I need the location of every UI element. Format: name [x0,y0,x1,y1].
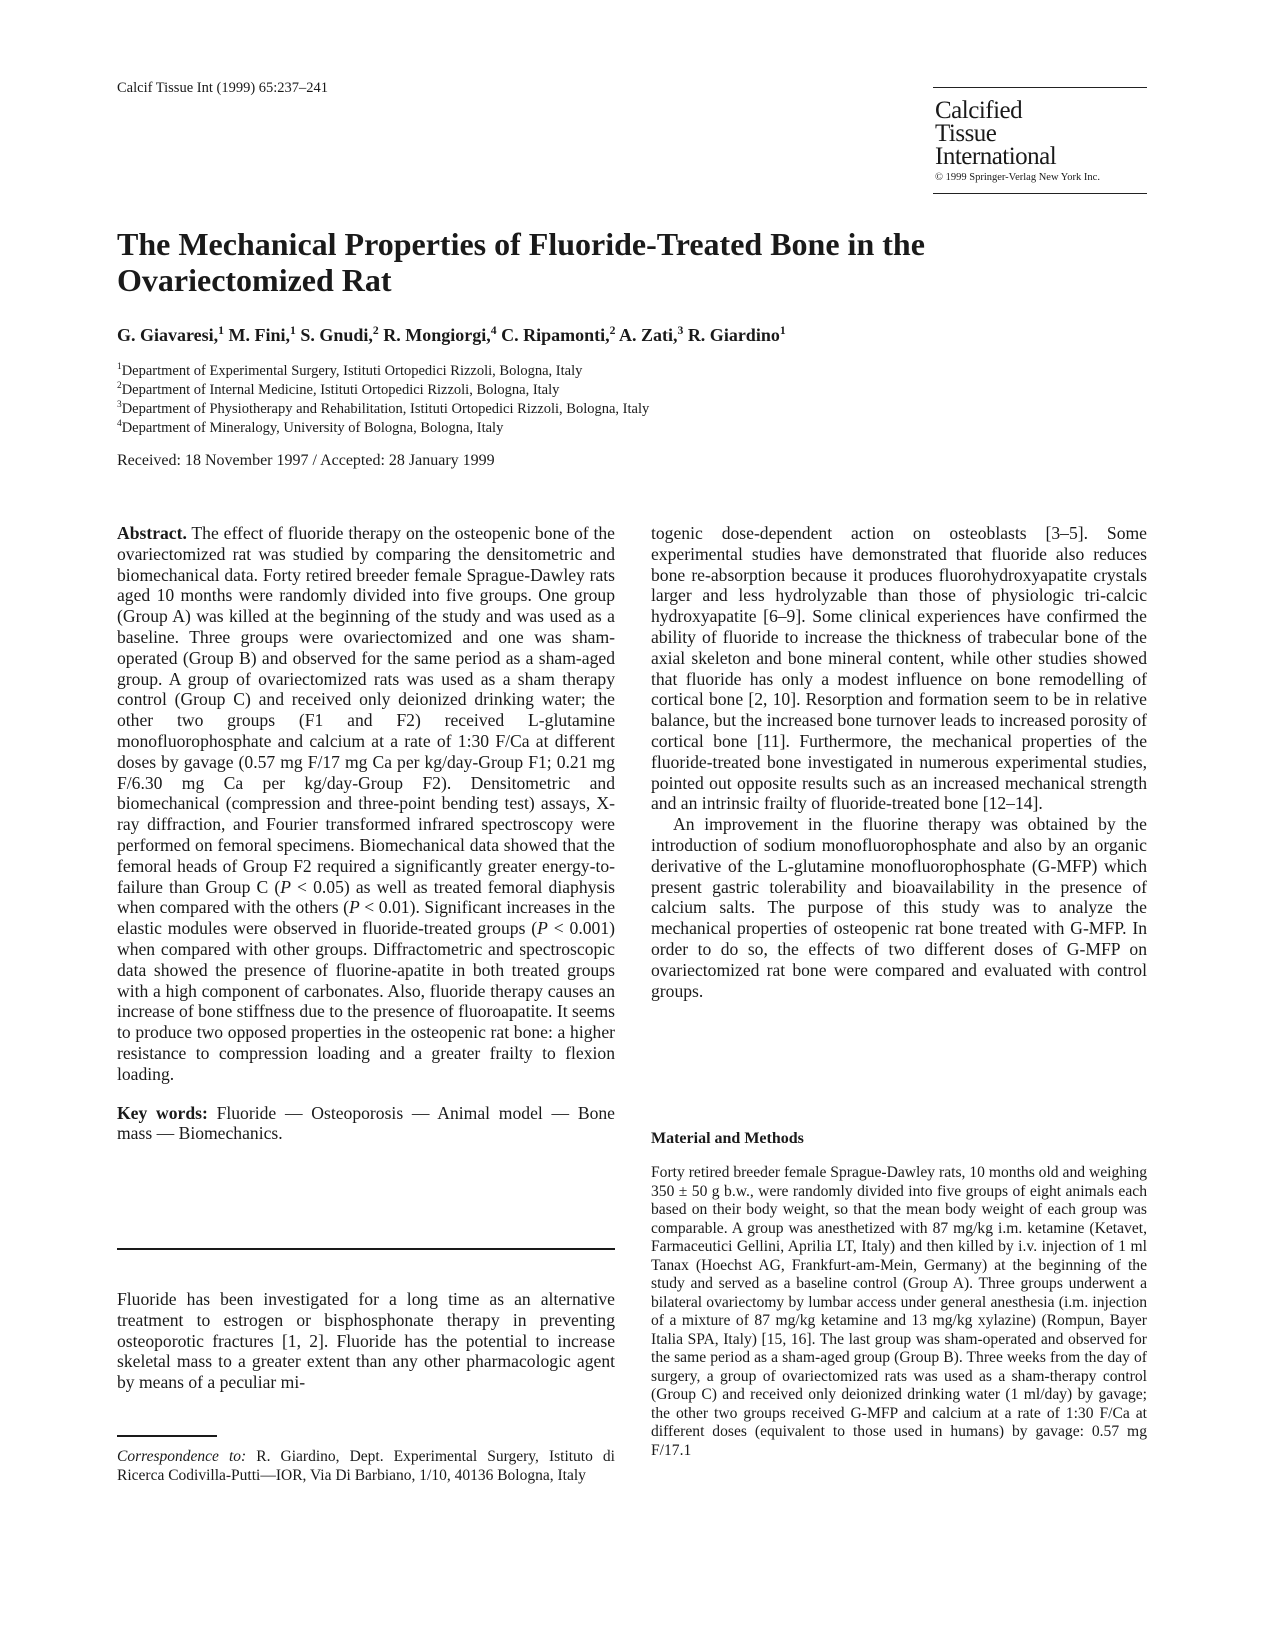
affiliation-text: Department of Physiotherapy and Rehabilitation, Istituti Ortopedici Rizzoli, Bologna, Italy [121,401,650,417]
received-dates: Received: 18 November 1997 / Accepted: 28 January 1999 [117,452,495,469]
abstract-text: The effect of fluoride therapy on the osteopenic bone of the ovariectomized rat was studied by comparing the densitometric and biomechanical data. Forty retired breeder female Sprague-Dawley rats aged 10 months were randomly divided into five groups. One group (Group A) was killed at the beginning of the study and was used as a baseline. Three groups were ovariectomized and one was sham-operated (Group B) and observed for the same period as a sham-aged group. A group of ovariectomized rats was used as a sham therapy control (Group C) and received only deionized drinking water; the other two groups (F1 and F2) received L-glutamine monofluorophosphate and calcium at a rate of 1:30 F/Ca at different doses by gavage (0.57 mg F/17 mg Ca per kg/day-Group F1; 0.21 mg F/6.30 mg Ca per kg/day-Group F2). Densitometric and biomechanical (compression and three-point bending test) assays, X-ray diffraction, and Fourier transformed infrared spectroscopy were performed on femoral specimens. Biomechanical data showed that the femoral heads of Group F2 required a significantly greater energy-to-failure than Group C ( [117,523,615,897]
author-affiliation-mark: 2 [372,324,379,337]
affiliation-text: Department of Internal Medicine, Istituti Ortopedici Rizzoli, Bologna, Italy [121,382,560,398]
body-paragraph: An improvement in the fluorine therapy was obtained by the introduction of sodium monofluorophosphate and also by an organic derivative of the L-glutamine monofluorophosphate (G-MFP) which present gastric tolerability and bioavailability in the presence of calcium salts. The purpose of this study was to analyze the mechanical properties of osteopenic rat bone treated with G-MFP. In order to do so, the effects of two different doses of G-MFP on ovariectomized rat bone were compared and evaluated with control groups. [651,814,1147,1001]
abstract [117,523,615,1085]
author: G. Giavaresi, [117,325,219,345]
affiliation-number: 1 [117,362,122,373]
affiliation-number: 3 [117,400,122,411]
section-heading: Material and Methods [651,1130,804,1147]
author-affiliation-mark: 1 [779,324,786,337]
affiliation-number: 2 [117,381,122,392]
journal-logo [933,87,1147,194]
abstract-label: Abstract. [117,523,187,543]
author-affiliation-mark: 1 [218,324,225,337]
p-value-symbol: P [280,876,291,897]
keywords-text: Fluoride — Osteoporosis — Animal model — Bone mass — Biomechanics. [117,1102,615,1144]
author-list [117,325,1117,346]
affiliations [117,362,1017,438]
p-value-symbol: P [348,897,360,918]
correspondence-label: Correspondence to: [117,1448,247,1465]
author-affiliation-mark: 3 [677,324,684,337]
author: C. Ripamonti, [501,325,610,345]
abstract-text: < 0.01). Significant increases in the elastic modules were observed in fluoride-treated groups ( [117,897,616,939]
affiliation [117,419,1017,438]
affiliation [117,362,1017,381]
author: R. Giardino [687,325,780,345]
author: M. Fini, [228,325,291,345]
author: S. Gnudi, [300,325,373,345]
journal-citation: Calcif Tissue Int (1999) 65:237–241 [117,80,329,96]
correspondence-note [117,1448,615,1485]
logo-line-2: Tissue [935,120,997,147]
author: R. Mongiorgi, [383,325,491,345]
introduction-text: Fluoride has been investigated for a long time as an alternative treatment to estrogen or bisphosphonate therapy in preventing osteoporotic fractures [1, 2]. Fluoride has the potential to increase skeletal mass to a greater extent than any other pharmacologic agent by means of a peculiar mi- [117,1289,615,1393]
affiliation [117,400,1017,419]
p-value-symbol: P [537,918,548,939]
paper-title: The Mechanical Properties of Fluoride-Treated Bone in the Ovariectomized Rat [117,226,925,298]
keywords-label: Key words: [117,1102,208,1123]
copyright-notice: © 1999 Springer-Verlag New York Inc. [935,172,1100,183]
author-affiliation-mark: 2 [609,324,616,337]
footnote-divider [117,1435,217,1437]
right-column [651,523,1147,1001]
abstract-divider [117,1248,615,1250]
affiliation [117,381,1017,400]
left-column [117,523,615,1144]
affiliation-number: 4 [117,419,122,430]
author-affiliation-mark: 4 [490,324,497,337]
affiliation-text: Department of Mineralogy, University of Bologna, Bologna, Italy [121,420,504,436]
abstract-text: < 0.05) as well as treated femoral diaphysis when compared with the others ( [117,876,616,918]
logo-line-1: Calcified [935,97,1023,124]
author-affiliation-mark: 1 [290,324,296,337]
correspondence-text: R. Giardino, Dept. Experimental Surgery, Istituto di Ricerca Codivilla-Putti—IOR, Via Di Barbiano, 1/10, 40136 Bologna, Italy [117,1448,615,1484]
affiliation-text: Department of Experimental Surgery, Istituti Ortopedici Rizzoli, Bologna, Italy [121,363,583,379]
abstract-text: < 0.001) when compared with other groups. Diffractometric and spectroscopic data showed the presence of fluorine-apatite in both treated groups with a high component of carbonates. Also, fluoride therapy causes an increase of bone stiffness due to the presence of fluoroapatite. It seems to produce two opposed properties in the osteopenic rat bone: a higher resistance to compression loading and a greater frailty to flexion loading. [117,918,616,1084]
methods-paragraph: Forty retired breeder female Sprague-Dawley rats, 10 months old and weighing 350 ± 50 g b.w., were randomly divided into five groups of eight animals each based on their body weight, so that the mean body weight of each group was comparable. A group was anesthetized with 87 mg/kg i.m. ketamine (Ketavet, Farmaceutici Gellini, Aprilia LT, Italy) and then killed by i.v. injection of 1 ml Tanax (Hoechst AG, Frankfurt-am-Mein, Germany) at the beginning of the study and served as a baseline control (Group A). Three groups underwent a bilateral ovariectomy by lumbar access under general anesthesia (i.m. injection of a mixture of 87 mg/kg ketamine and 13 mg/kg xylazine) (Rompun, Bayer Italia SPA, Italy) [15, 16]. The last group was sham-operated and observed for the same period as a sham-aged group (Group B). Three weeks from the day of surgery, a group of ovariectomized rats was used as a sham-therapy control (Group C) and received only deionized drinking water (1 ml/day) by gavage; the other two groups received G-MFP and calcium at a rate of 1:30 F/Ca at different doses (equivalent to those used in humans) by gavage: 0.57 mg F/17.1 [651,1164,1147,1459]
logo-line-3: International [935,143,1057,170]
keywords [117,1103,615,1145]
body-paragraph: togenic dose-dependent action on osteoblasts [3–5]. Some experimental studies have demonstrated that fluoride also reduces bone re-absorption because it produces fluorohydroxyapatite crystals larger and less hydrolyzable than those of physiologic tri-calcic hydroxyapatite [6–9]. Some clinical experiences have confirmed the ability of fluoride to increase the thickness of trabecular bone of the axial skeleton and bone mineral content, while other studies showed that fluoride has only a modest influence on bone remodelling of cortical bone [2, 10]. Resorption and formation seem to be in relative balance, but the increased bone turnover leads to increased porosity of cortical bone [11]. Furthermore, the mechanical properties of the fluoride-treated bone investigated in numerous experimental studies, pointed out opposite results such as an increased mechanical strength and an intrinsic frailty of fluoride-treated bone [12–14]. [651,523,1147,814]
author: A. Zati, [618,325,678,345]
